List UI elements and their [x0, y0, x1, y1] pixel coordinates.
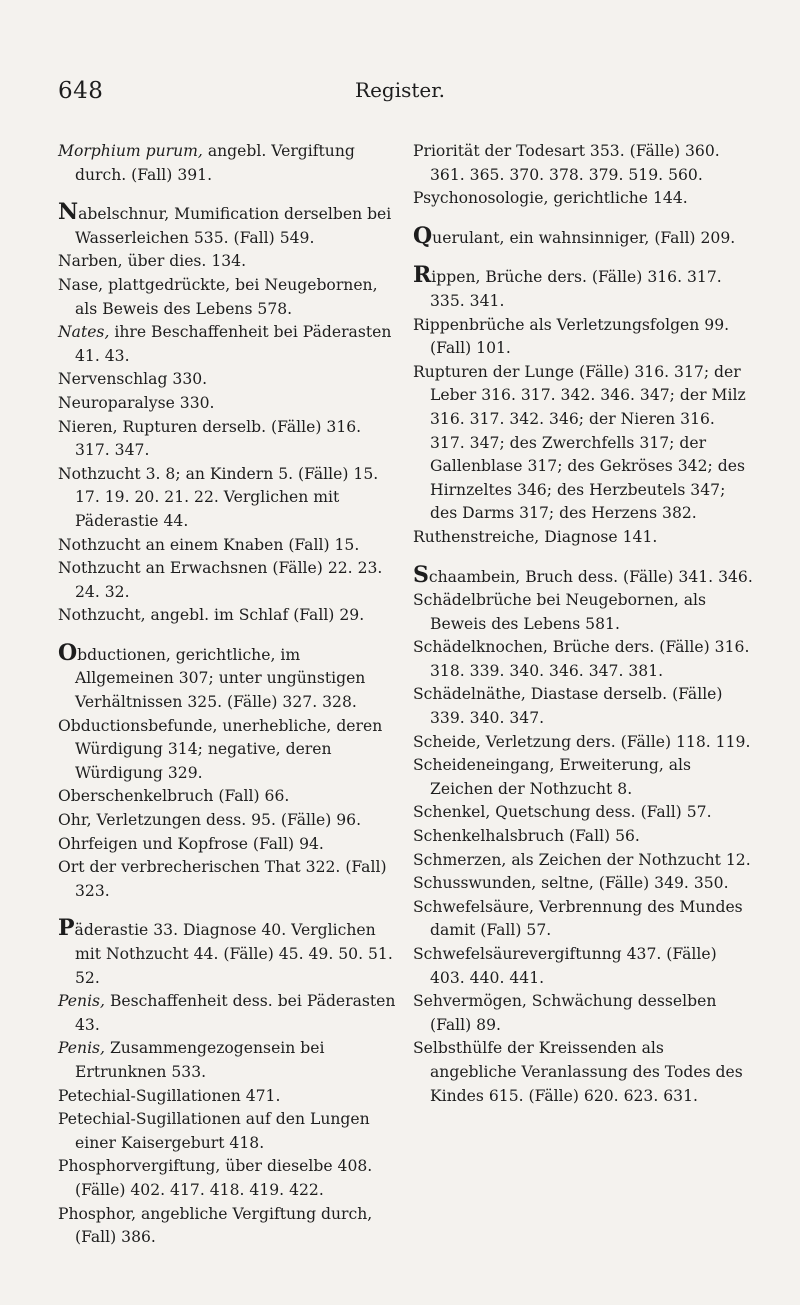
entry-text: Schmerzen, als Zeichen der Nothzucht 12.	[413, 850, 751, 869]
entry-text: Schwefelsäure, Verbrennung des Mundes damit (Fall) 57.	[413, 897, 743, 940]
index-entry	[58, 557, 398, 604]
index-entry	[413, 801, 753, 825]
index-entry	[58, 534, 398, 558]
index-entry	[413, 896, 753, 943]
index-column-left	[58, 140, 398, 1250]
entry-text: Neuroparalyse 330.	[58, 393, 215, 412]
entry-keyword-italic: Penis,	[58, 992, 106, 1011]
entry-text: Obductionsbefunde, unerhebliche, deren Würdigung 314; negative, deren Würdigung 329.	[58, 716, 383, 782]
index-entry	[58, 1085, 398, 1109]
index-entry	[413, 561, 753, 590]
entry-text: Priorität der Todesart 353. (Fälle) 360. 361. 365. 370. 378. 379. 519. 560.	[413, 142, 720, 184]
index-entry	[58, 321, 398, 368]
entry-text: Nase, plattgedrückte, bei Neugebornen, als Beweis des Lebens 578.	[58, 275, 378, 318]
index-entry	[413, 825, 753, 849]
entry-text: abelschnur, Mumification derselben bei Wasserleichen 535. (Fall) 549.	[75, 205, 392, 247]
entry-text: uerulant, ein wahnsinniger, (Fall) 209.	[432, 228, 736, 247]
entry-text: Phosphor, angebliche Vergiftung durch, (Fall) 386.	[58, 1204, 373, 1247]
index-entry	[413, 314, 753, 361]
index-entry	[413, 754, 753, 801]
section-initial: N	[58, 199, 79, 226]
entry-text: Nothzucht, angebl. im Schlaf (Fall) 29.	[58, 606, 365, 625]
entry-text: Schenkelhalsbruch (Fall) 56.	[413, 827, 640, 846]
entry-text: Ruthenstreiche, Diagnose 141.	[413, 527, 658, 546]
entry-text: Nieren, Rupturen derselb. (Fälle) 316. 317. 347.	[58, 417, 362, 460]
index-entry	[58, 1037, 398, 1084]
entry-text: Scheideneingang, Erweiterung, als Zeichen der Nothzucht 8.	[413, 756, 692, 798]
index-entry	[58, 915, 398, 990]
entry-text: Ohr, Verletzungen dess. 95. (Fälle) 96.	[58, 811, 362, 830]
section-gap	[413, 211, 753, 227]
index-entry	[413, 636, 753, 683]
index-entry	[58, 140, 398, 187]
entry-text: ihre Beschaffenheit bei Päderasten 41. 43.	[75, 323, 392, 365]
index-entry	[58, 250, 398, 274]
section-initial: P	[58, 915, 75, 942]
index-entry	[58, 1203, 398, 1250]
index-entry	[413, 262, 753, 313]
page-number: 648	[58, 78, 104, 104]
index-entry	[413, 872, 753, 896]
index-entry	[58, 833, 398, 857]
index-entry	[58, 199, 398, 250]
index-entry	[413, 849, 753, 873]
index-entry	[58, 715, 398, 786]
index-entry	[413, 589, 753, 636]
entry-text: Schusswunden, seltne, (Fälle) 349. 350.	[413, 874, 729, 893]
entry-text: Petechial-Sugillationen 471.	[58, 1086, 281, 1105]
section-gap	[58, 187, 398, 203]
section-gap	[413, 250, 753, 266]
entry-text: chaambein, Bruch dess. (Fälle) 341. 346.	[428, 567, 753, 586]
entry-text: Rippenbrüche als Verletzungsfolgen 99. (Fall) 101.	[413, 315, 730, 358]
index-entry	[58, 368, 398, 392]
section-gap	[58, 903, 398, 919]
index-column-right	[413, 140, 753, 1108]
entry-keyword-italic: Nates,	[58, 323, 110, 342]
index-entry	[413, 943, 753, 990]
entry-text: Schwefelsäurevergiftunng 437. (Fälle) 403. 440. 441.	[413, 945, 717, 987]
entry-text: Oberschenkelbruch (Fall) 66.	[58, 787, 290, 806]
index-entry	[413, 990, 753, 1037]
index-entry	[413, 140, 753, 187]
entry-text: Selbsthülfe der Kreissenden als angebliche Veranlassung des Todes des Kindes 615. (Fälle) 620. 623. 631.	[413, 1039, 743, 1105]
index-entry	[58, 856, 398, 903]
entry-text: Scheide, Verletzung ders. (Fälle) 118. 119.	[413, 732, 751, 751]
entry-text: Psychonosologie, gerichtliche 144.	[413, 189, 688, 208]
entry-keyword-italic: Penis,	[58, 1039, 106, 1058]
entry-text: Schenkel, Quetschung dess. (Fall) 57.	[413, 803, 712, 822]
index-entry	[413, 187, 753, 211]
entry-text: Phosphorvergiftung, über dieselbe 408. (Fälle) 402. 417. 418. 419. 422.	[58, 1157, 373, 1199]
index-entry	[58, 463, 398, 534]
entry-text: Nothzucht an einem Knaben (Fall) 15.	[58, 535, 360, 554]
entry-text: ippen, Brüche ders. (Fälle) 316. 317. 335. 341.	[430, 268, 722, 310]
page-header	[0, 78, 800, 108]
index-entry	[413, 731, 753, 755]
index-entry	[413, 683, 753, 730]
index-entry	[58, 785, 398, 809]
index-entry	[413, 222, 753, 251]
entry-text: Nothzucht 3. 8; an Kindern 5. (Fälle) 15. 17. 19. 20. 21. 22. Verglichen mit Päderastie 44.	[58, 464, 379, 530]
entry-text: Zusammengezogensein bei Ertrunknen 533.	[75, 1039, 325, 1081]
section-initial: S	[413, 561, 429, 588]
section-gap	[58, 628, 398, 644]
index-entry	[413, 361, 753, 526]
entry-text: Beschaffenheit dess. bei Päderasten 43.	[75, 992, 396, 1034]
entry-text: Ort der verbrecherischen That 322. (Fall) 323.	[58, 858, 387, 900]
section-initial: R	[413, 262, 432, 289]
entry-text: Schädelnäthe, Diastase derselb. (Fälle) 339. 340. 347.	[413, 685, 723, 728]
index-entry	[58, 392, 398, 416]
index-entry	[58, 639, 398, 715]
entry-keyword-italic: Morphium purum,	[58, 142, 203, 160]
entry-text: Rupturen der Lunge (Fälle) 316. 317; der Leber 316. 317. 342. 346. 347; der Milz 316. 317. 342. 346; der Nieren 316. 317. 347; des Zwerchfells 317; der Gallenblase 317; des Gekröses 342; des Hirnzeltes 346; des Herzbeutels 347; des Darms 317; des Herzens 382.	[413, 362, 746, 523]
entry-text: Nothzucht an Erwachsnen (Fälle) 22. 23. 24. 32.	[58, 559, 383, 601]
entry-text: Ohrfeigen und Kopfrose (Fall) 94.	[58, 834, 324, 853]
index-entry	[58, 274, 398, 321]
index-entry	[58, 1155, 398, 1202]
section-gap	[413, 550, 753, 566]
index-entry	[413, 526, 753, 550]
index-entry	[413, 1037, 753, 1108]
entry-text: Narben, über dies. 134.	[58, 252, 247, 271]
section-initial: O	[58, 639, 78, 666]
entry-text: Sehvermögen, Schwächung desselben (Fall) 89.	[413, 992, 717, 1034]
running-title: Register.	[355, 78, 445, 102]
entry-text: Schädelknochen, Brüche ders. (Fälle) 316. 318. 339. 340. 346. 347. 381.	[413, 638, 750, 680]
index-entry	[58, 809, 398, 833]
entry-text: angebl. Vergiftung durch. (Fall) 391.	[75, 142, 355, 184]
section-initial: Q	[413, 222, 433, 249]
entry-text: Nervenschlag 330.	[58, 370, 208, 389]
entry-text: äderastie 33. Diagnose 40. Verglichen mit Nothzucht 44. (Fälle) 45. 49. 50. 51. 52.	[74, 921, 393, 987]
index-entry	[58, 1108, 398, 1155]
index-entry	[58, 990, 398, 1037]
index-entry	[58, 416, 398, 463]
entry-text: bductionen, gerichtliche, im Allgemeinen 307; unter ungünstigen Verhältnissen 325. (Fälle) 327. 328.	[75, 645, 366, 712]
entry-text: Schädelbrüche bei Neugebornen, als Beweis des Lebens 581.	[413, 591, 707, 633]
entry-text: Petechial-Sugillationen auf den Lungen einer Kaisergeburt 418.	[58, 1110, 370, 1152]
index-entry	[58, 604, 398, 628]
